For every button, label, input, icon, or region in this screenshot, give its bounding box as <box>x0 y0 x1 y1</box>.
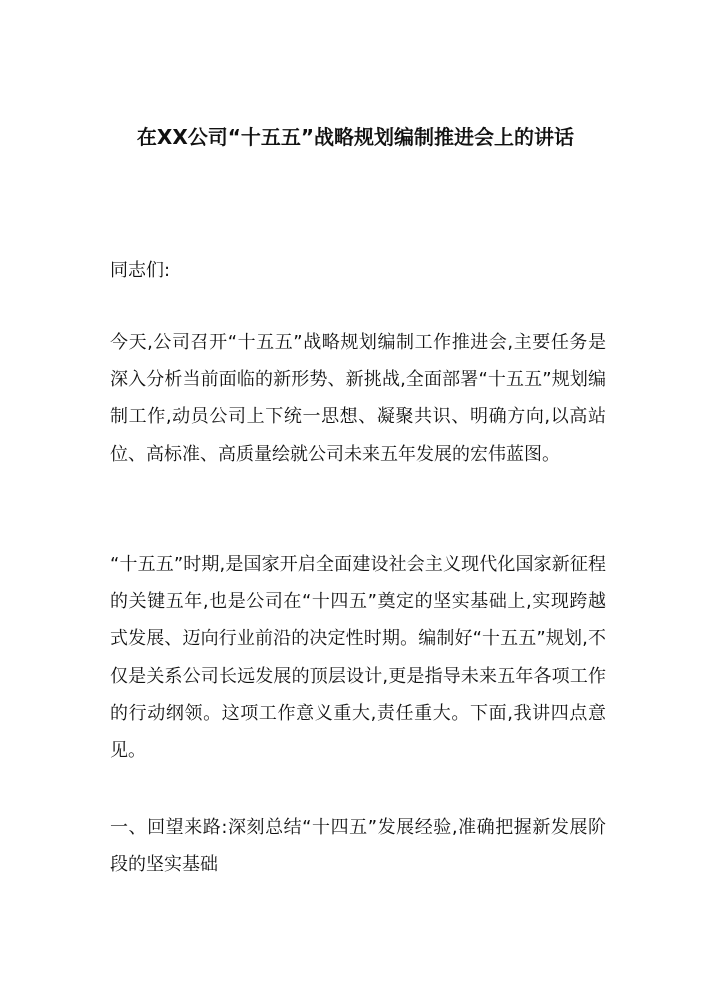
section-heading-one: 一、回望来路:深刻总结“十四五”发展经验,准确把握新发展阶段的坚实基础 <box>110 817 606 876</box>
paragraph-opening: 今天,公司召开“十五五”战略规划编制工作推进会,主要任务是深入分析当前面临的新形势、新挑战,全面部署“十五五”规划编制工作,动员公司上下统一思想、凝聚共识、明确方向,以高站位、高标准、高质量绘就公司未来五年发展的宏伟蓝图。 <box>110 332 606 465</box>
document-title: 在XX公司“十五五”战略规划编制推进会上的讲话 <box>136 125 575 149</box>
paragraph-significance: “十五五”时期,是国家开启全面建设社会主义现代化国家新征程的关键五年,也是公司在“十四五”奠定的坚实基础上,实现跨越式发展、迈向行业前沿的决定性时期。编制好“十五五”规划,不仅是关系公司长远发展的顶层设计,更是指导未来五年各项工作的行动纲领。这项工作意义重大,责任重大。下面,我讲四点意见。 <box>110 554 606 762</box>
greeting: 同志们: <box>110 260 171 281</box>
